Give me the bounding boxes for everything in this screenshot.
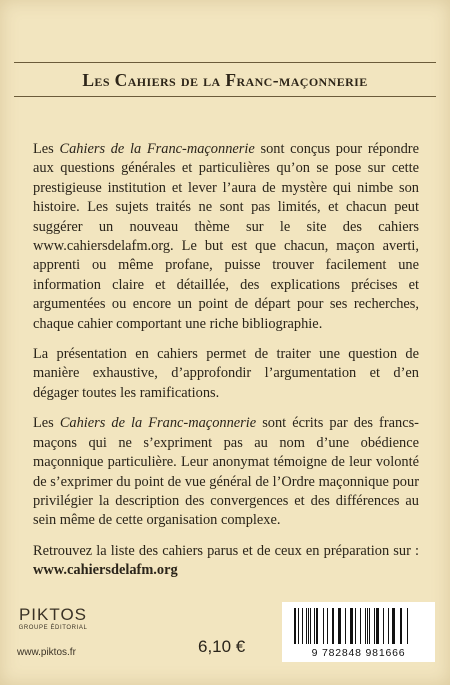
publisher-url[interactable]: www.piktos.fr — [17, 647, 76, 658]
paragraph-presentation: La présentation en cahiers permet de traiter une question de manière exhaustive, d’approfondir l’argumentation et d’en dégager toutes les ramifications. — [33, 346, 419, 401]
series-name-italic: Cahiers de la Franc-maçonnerie — [59, 415, 257, 432]
paragraph-intro-body: sont conçus pour répondre aux questions générales et particulières qu’on se pose sur cette prestigieuse institution et lever l’aura de mystère qui nimbe son histoire. Les sujets traités ne sont pas limités, et chacun peut suggérer un nouveau thème sur le site des cahiers www.cahiersdelafm.org. Le but est que chacun, maçon averti, apprenti ou même profane, puisse trouver facilement une information claire et détaillée, des explications précises et argumentées ou encore un point de départ pour ses recherches, chaque cahier comportant une riche bibliographie. — [33, 141, 419, 332]
barcode — [282, 602, 435, 662]
publisher-logo-subtitle: GROUPE ÉDITORIAL — [18, 625, 88, 631]
price-label: 6,10 € — [198, 637, 246, 656]
barcode-bar — [345, 608, 346, 644]
barcode-bar — [360, 608, 361, 644]
publisher-logo — [14, 606, 92, 631]
barcode-bar — [332, 608, 334, 644]
paragraph-website — [33, 542, 419, 581]
barcode-bar — [355, 608, 356, 644]
paragraph-intro-lead: Les — [33, 141, 60, 157]
series-name-italic: Cahiers de la Franc-maçonnerie — [59, 141, 255, 157]
barcode-bar — [316, 608, 318, 644]
barcode-bar — [323, 608, 324, 644]
title-rule-top — [14, 62, 436, 63]
barcode-bar — [306, 608, 307, 644]
back-cover-text — [33, 140, 419, 581]
paragraph-website-lead: Retrouvez la liste des cahiers parus et de ceux en préparation sur : — [33, 542, 419, 559]
paragraph-authors — [33, 414, 419, 530]
barcode-bar — [392, 608, 395, 644]
barcode-bar — [374, 608, 375, 644]
barcode-bar — [367, 608, 368, 644]
barcode-bar — [388, 608, 389, 644]
series-title: Les Cahiers de la Franc-maçonnerie — [82, 70, 368, 90]
barcode-number: 9 782848 981666 — [311, 647, 406, 659]
barcode-bars — [292, 608, 425, 646]
barcode-bar — [302, 608, 303, 644]
barcode-bar — [400, 608, 402, 644]
barcode-bar — [294, 608, 296, 644]
barcode-bar — [350, 608, 353, 644]
barcode-bar — [376, 608, 379, 644]
barcode-bar — [310, 608, 311, 644]
barcode-bar — [314, 608, 315, 644]
title-band — [0, 62, 450, 98]
title-rule-bottom — [14, 96, 436, 97]
barcode-bar — [365, 608, 366, 644]
paragraph-authors-lead: Les — [33, 415, 60, 432]
barcode-bar — [338, 608, 341, 644]
barcode-bar — [298, 608, 299, 644]
publisher-logo-mark: PIKTOS — [18, 605, 88, 624]
website-link[interactable]: www.cahiersdelafm.org — [33, 562, 178, 579]
barcode-bar — [383, 608, 384, 644]
barcode-bar — [308, 608, 309, 644]
paragraph-authors-body: sont écrits par des francs-maçons qui ne s’expriment pas au nom d’une obédience maçonnique particulière. Leur anonymat témoigne de leur volonté de s’exprimer du point de vue général de l’Ordre maçonnique pour privilégier la description des convergences et des différences au sein même de cette organisation complexe. — [33, 415, 419, 529]
paragraph-intro — [33, 140, 419, 334]
barcode-bar — [369, 608, 370, 644]
barcode-bar — [327, 608, 328, 644]
barcode-bar — [407, 608, 408, 644]
